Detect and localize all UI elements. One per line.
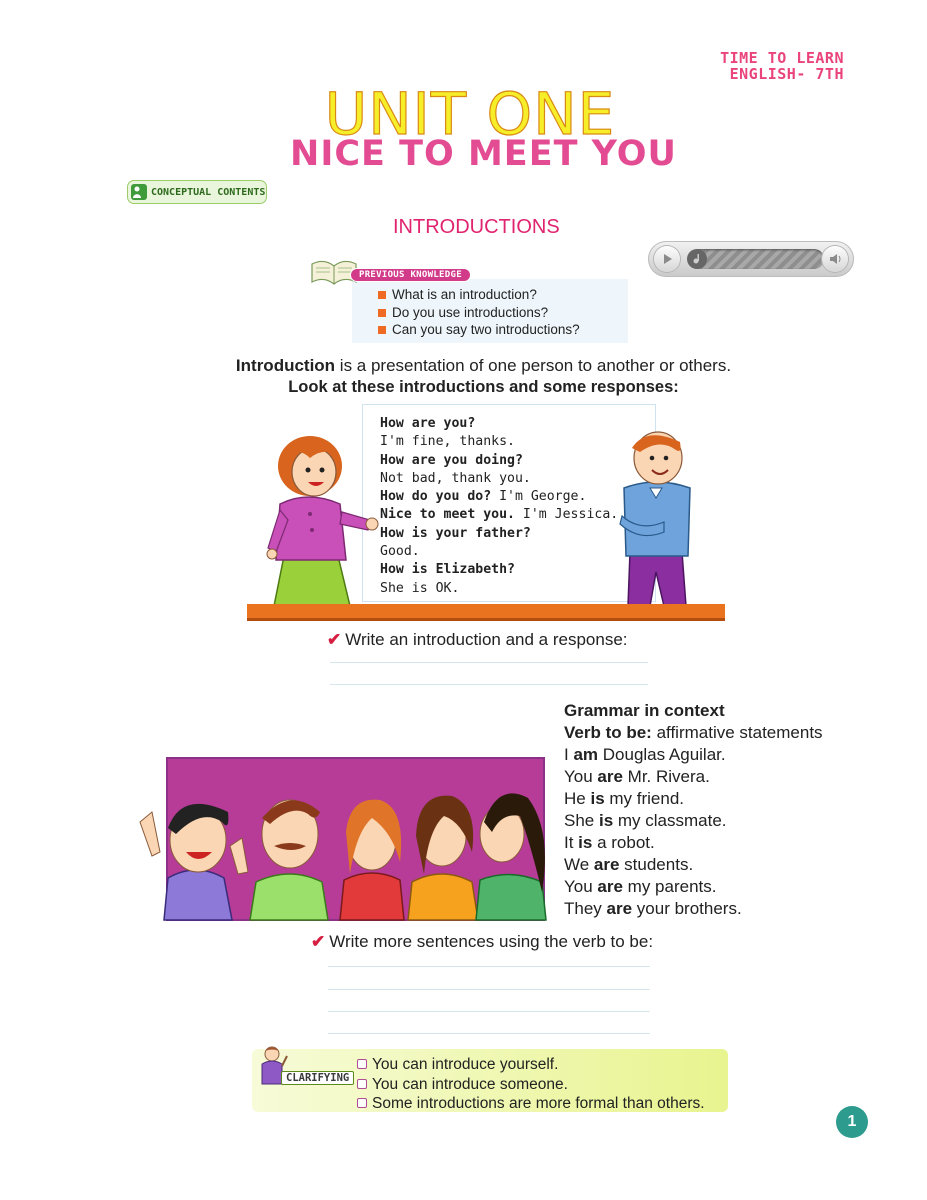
exercise-2-instruction: [311, 932, 653, 952]
sentence-subject: We: [564, 855, 594, 874]
exercise-1-text: Write an introduction and a response:: [345, 630, 628, 649]
answer-line[interactable]: [328, 989, 650, 990]
previous-knowledge-tag: PREVIOUS KNOWLEDGE: [350, 268, 471, 282]
sentence-verb: are: [606, 899, 633, 918]
list-item: [357, 1075, 705, 1095]
volume-button[interactable]: [822, 246, 848, 272]
sentence-complement: my friend.: [604, 789, 685, 808]
list-item: [357, 1055, 705, 1075]
sentence-verb: is: [578, 833, 593, 852]
dialog-line: [380, 506, 618, 524]
dialog-line: [380, 580, 618, 598]
sentence-subject: You: [564, 767, 598, 786]
sentence-complement: my parents.: [622, 877, 717, 896]
dialog-line: [380, 525, 618, 543]
audio-progress-track[interactable]: [688, 249, 824, 269]
sentence-verb: are: [593, 855, 620, 874]
music-note-icon: [687, 249, 707, 269]
sentence-complement: students.: [619, 855, 694, 874]
grammar-title: Grammar in context: [564, 701, 725, 720]
play-button[interactable]: [654, 246, 680, 272]
list-item-text: You can introduce yourself.: [372, 1056, 559, 1073]
sentence-complement: a robot.: [592, 833, 655, 852]
girl-illustration: [262, 428, 382, 616]
sentence-subject: They: [564, 899, 607, 918]
list-item: [378, 304, 580, 322]
introduction-definition: [0, 356, 927, 376]
sentence-subject: It: [564, 833, 579, 852]
grammar-sentence: [564, 766, 823, 788]
stage-shelf: [247, 604, 725, 621]
sentence-verb: are: [597, 877, 623, 896]
grammar-sentence: [564, 854, 823, 876]
sentence-subject: He: [564, 789, 591, 808]
clarifying-tag: CLARIFYING: [281, 1071, 354, 1085]
sentence-complement: my classmate.: [613, 811, 727, 830]
grammar-in-context: [564, 700, 823, 920]
dialog-line: [380, 543, 618, 561]
brand-line-2: ENGLISH- 7TH: [729, 65, 844, 83]
instruction-heading: Look at these introductions and some responses:: [288, 378, 679, 396]
grammar-sentence: [564, 876, 823, 898]
square-bullet-icon: [378, 291, 386, 299]
sentence-subject: I: [564, 745, 574, 764]
square-bullet-icon: [378, 326, 386, 334]
sentence-verb: am: [573, 745, 599, 764]
dialog-question: How do you do?: [380, 489, 492, 505]
grammar-sentence: [564, 832, 823, 854]
boy-illustration: [610, 424, 702, 608]
list-item-text: Do you use introductions?: [392, 304, 549, 320]
verb-label: Verb to be:: [564, 723, 652, 742]
square-bullet-icon: [378, 309, 386, 317]
dialog-question: How is Elizabeth?: [380, 562, 515, 578]
answer-line[interactable]: [328, 1033, 650, 1034]
list-item-text: You can introduce someone.: [372, 1075, 568, 1093]
sentence-subject: You: [564, 877, 598, 896]
conceptual-contents-badge: [127, 180, 267, 204]
unit-subtitle: NICE TO MEET YOU: [290, 134, 677, 174]
answer-line[interactable]: [330, 684, 648, 685]
sentence-verb: is: [598, 811, 614, 830]
list-item: [378, 286, 580, 304]
person-icon: [131, 184, 147, 200]
dialog-question: How is your father?: [380, 525, 531, 541]
grammar-sentence: [564, 810, 823, 832]
speaker-icon: [822, 246, 848, 272]
dialog-line: [380, 470, 618, 488]
brand-label: [720, 50, 844, 82]
exercise-2-text: Write more sentences using the verb to be:: [329, 932, 654, 951]
section-title: INTRODUCTIONS: [393, 216, 560, 238]
checkbox-bullet-icon: [357, 1098, 367, 1108]
dialog-line: [380, 433, 618, 451]
sentence-complement: Mr. Rivera.: [622, 767, 710, 786]
grammar-sentence: [564, 744, 823, 766]
audio-player: [648, 241, 854, 277]
play-icon: [654, 246, 680, 272]
dialog-answer: Good.: [380, 544, 420, 560]
checkbox-bullet-icon: [357, 1059, 367, 1069]
previous-knowledge-list: [378, 286, 580, 339]
friends-group-illustration: [132, 782, 552, 922]
dialog-line: [380, 561, 618, 579]
list-item: [378, 321, 580, 339]
checkmark-icon: ✔: [311, 932, 326, 951]
answer-line[interactable]: [330, 662, 648, 663]
dialog-answer: She is OK.: [380, 580, 460, 596]
definition-term: Introduction: [235, 356, 336, 375]
sentence-complement: Douglas Aguilar.: [598, 745, 726, 764]
dialog-line: [380, 452, 618, 470]
dialog-line: [380, 488, 618, 506]
brand-line-1: TIME TO LEARN: [720, 49, 844, 67]
checkbox-bullet-icon: [357, 1079, 367, 1089]
dialog-lines: [380, 415, 618, 598]
dialog-answer: I'm fine, thanks.: [380, 434, 515, 450]
unit-title: UNIT ONE: [324, 80, 616, 148]
conceptual-contents-label: CONCEPTUAL CONTENTS: [151, 186, 266, 198]
grammar-subtitle: [564, 722, 823, 744]
answer-line[interactable]: [328, 1011, 650, 1012]
sentence-subject: She: [564, 811, 599, 830]
clarifying-list: [357, 1055, 705, 1114]
answer-line[interactable]: [328, 966, 650, 967]
dialog-answer: I'm Jessica.: [514, 507, 619, 523]
checkmark-icon: ✔: [327, 630, 342, 649]
list-item-text: Some introductions are more formal than others.: [372, 1095, 705, 1112]
list-item-text: Can you say two introductions?: [392, 322, 580, 337]
exercise-1-instruction: [327, 630, 628, 650]
dialog-question: How are you doing?: [380, 452, 523, 468]
verb-description: affirmative statements: [651, 723, 823, 742]
audio-progress-handle[interactable]: [687, 249, 707, 269]
dialog-question: Nice to meet you.: [380, 507, 515, 523]
definition-text: is a presentation of one person to another or others.: [335, 356, 732, 375]
grammar-sentence: [564, 788, 823, 810]
page-number: 1: [836, 1106, 868, 1138]
list-item: [357, 1094, 705, 1114]
sentence-complement: your brothers.: [632, 899, 742, 918]
dialog-answer: Not bad, thank you.: [380, 470, 531, 486]
sentence-verb: are: [597, 767, 623, 786]
list-item-text: What is an introduction?: [392, 287, 537, 302]
sentence-verb: is: [590, 789, 605, 808]
dialog-line: [380, 415, 618, 433]
dialog-answer: I'm George.: [491, 489, 587, 505]
dialog-question: How are you?: [380, 416, 476, 431]
grammar-sentence: [564, 898, 823, 920]
